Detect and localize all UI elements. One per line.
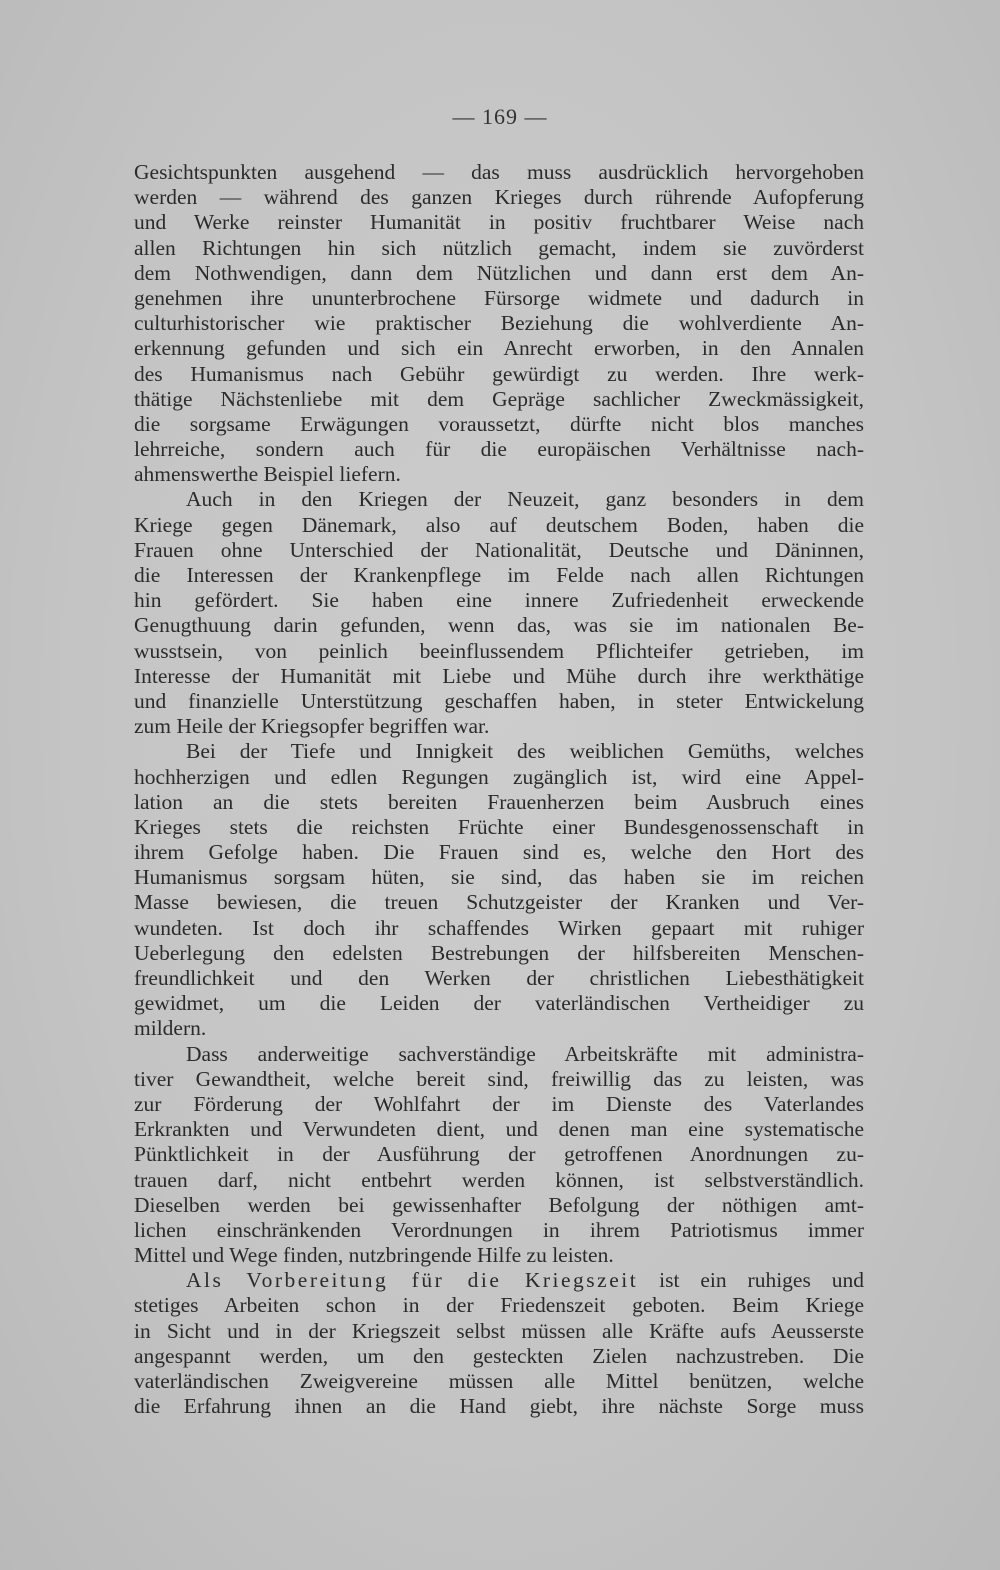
text-line: ahmenswerthe Beispiel liefern.	[134, 462, 401, 487]
text-line: stetiges Arbeiten schon in der Friedenszeit geboten. Beim Kriege	[134, 1293, 864, 1318]
text-line: culturhistorischer wie praktischer Beziehung die wohlverdiente An-	[134, 311, 864, 336]
text-line: Mittel und Wege finden, nutzbringende Hilfe zu leisten.	[134, 1243, 614, 1268]
text-line: angespannt werden, um den gesteckten Zielen nachzustreben. Die	[134, 1343, 864, 1368]
text-line: thätige Nächstenliebe mit dem Gepräge sachlicher Zweckmässigkeit,	[134, 386, 864, 411]
text-line: Dieselben werden bei gewissenhafter Befolgung der nöthigen amt-	[134, 1192, 864, 1217]
text-line: mildern.	[134, 1016, 207, 1041]
text-line: Erkrankten und Verwundeten dient, und denen man eine systematische	[134, 1117, 864, 1142]
text-line: wusstsein, von peinlich beeinflussendem Pflichteifer getrieben, im	[134, 638, 864, 663]
text-line: Pünktlichkeit in der Ausführung der getroffenen Anordnungen zu-	[134, 1142, 864, 1167]
text-line: hochherzigen und edlen Regungen zugänglich ist, wird eine Appel-	[134, 764, 864, 789]
text-line: zum Heile der Kriegsopfer begriffen war.	[134, 714, 490, 739]
text-line: Kriege gegen Dänemark, also auf deutschem Boden, haben die	[134, 512, 864, 537]
text-line: gewidmet, um die Leiden der vaterländischen Vertheidiger zu	[134, 991, 864, 1016]
spaced-phrase: Als Vorbereitung für die Kriegszeit	[186, 1268, 639, 1293]
page-number: — 169 —	[452, 104, 548, 129]
text-line: Krieges stets die reichsten Früchte einer Bundesgenossenschaft in	[134, 814, 864, 839]
text-line: trauen darf, nicht entbehrt werden können, ist selbstverständlich.	[134, 1167, 864, 1192]
text-line: Interesse der Humanität mit Liebe und Mühe durch ihre werkthätige	[134, 663, 864, 688]
text-line: lation an die stets bereiten Frauenherzen beim Ausbruch eines	[134, 789, 864, 814]
text-line: erkennung gefunden und sich ein Anrecht erworben, in den Annalen	[134, 336, 864, 361]
text-line: Bei der Tiefe und Innigkeit des weiblichen Gemüths, welches	[186, 739, 864, 764]
text-line: die Interessen der Krankenpflege im Felde nach allen Richtungen	[134, 563, 864, 587]
text-line: genehmen ihre ununterbrochene Fürsorge widmete und dadurch in	[134, 285, 864, 310]
text-line: Gesichtspunkten ausgehend — das muss ausdrücklich hervorgehoben	[134, 160, 864, 184]
text-line: Masse bewiesen, die treuen Schutzgeister der Kranken und Ver-	[134, 890, 864, 915]
text-line: zur Förderung der Wohlfahrt der im Dienste des Vaterlandes	[134, 1091, 864, 1116]
text-line: allen Richtungen hin sich nützlich gemacht, indem sie zuvörderst	[134, 235, 864, 260]
text-line: Auch in den Kriegen der Neuzeit, ganz besonders in dem	[186, 487, 864, 512]
text-line: hin gefördert. Sie haben eine innere Zufriedenheit erweckende	[134, 588, 864, 613]
text-line: in Sicht und in der Kriegszeit selbst müssen alle Kräfte aufs Aeusserste	[134, 1318, 864, 1343]
text-line: Dass anderweitige sachverständige Arbeitskräfte mit administra-	[186, 1041, 864, 1066]
first-line-rest: ist ein ruhiges und	[638, 1268, 864, 1293]
text-line: Genugthuung darin gefunden, wenn das, was sie im nationalen Be-	[134, 613, 864, 638]
text-line: ihrem Gefolge haben. Die Frauen sind es, welche den Hort des	[134, 840, 864, 865]
text-line: vaterländischen Zweigvereine müssen alle Mittel benützen, welche	[134, 1369, 864, 1393]
text-line: werden — während des ganzen Krieges durch rührende Aufopferung	[134, 185, 864, 210]
body-text	[134, 160, 864, 1419]
text-line: lichen einschränkenden Verordnungen in ihrem Patriotismus immer	[134, 1217, 864, 1242]
text-line: des Humanismus nach Gebühr gewürdigt zu werden. Ihre werk-	[134, 361, 864, 386]
text-line: freundlichkeit und den Werken der christlichen Liebesthätigkeit	[134, 966, 864, 990]
text-line: wundeten. Ist doch ihr schaffendes Wirken gepaart mit ruhiger	[134, 915, 864, 940]
text-line: die sorgsame Erwägungen voraussetzt, dürfte nicht blos manches	[134, 411, 864, 436]
text-line: lehrreiche, sondern auch für die europäischen Verhältnisse nach-	[134, 437, 864, 462]
text-line-last-paragraph-first	[134, 1268, 864, 1293]
text-line: tiver Gewandtheit, welche bereit sind, freiwillig das zu leisten, was	[134, 1066, 864, 1091]
text-line: Frauen ohne Unterschied der Nationalität, Deutsche und Däninnen,	[134, 537, 864, 562]
text-line: Humanismus sorgsam hüten, sie sind, das haben sie im reichen	[134, 865, 864, 890]
text-line: und finanzielle Unterstützung geschaffen haben, in steter Entwickelung	[134, 688, 864, 713]
text-line: dem Nothwendigen, dann dem Nützlichen und dann erst dem An-	[134, 260, 864, 285]
paragraphs	[134, 160, 864, 1268]
text-line: Ueberlegung den edelsten Bestrebungen der hilfsbereiten Menschen-	[134, 940, 864, 965]
text-line: und Werke reinster Humanität in positiv fruchtbarer Weise nach	[134, 210, 864, 235]
text-line: die Erfahrung ihnen an die Hand giebt, ihre nächste Sorge muss	[134, 1394, 864, 1419]
